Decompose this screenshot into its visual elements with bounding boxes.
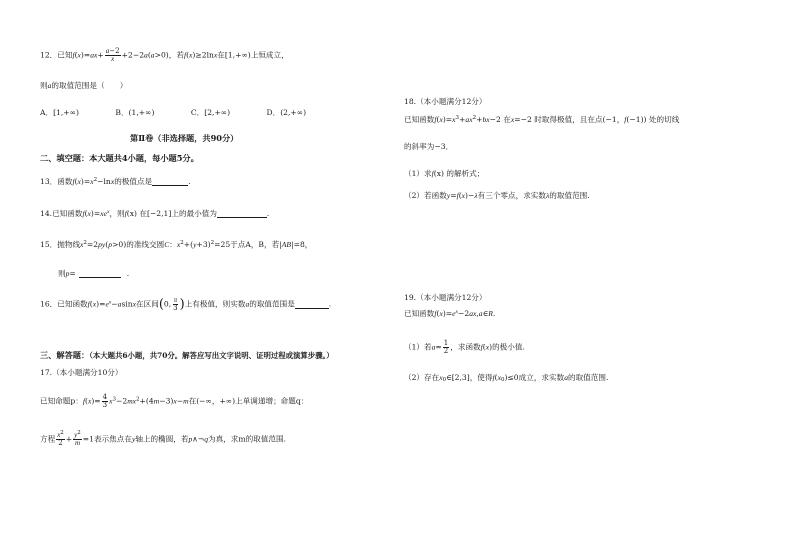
q17-line1: 已知命题p：f(x)= $\frac{4}{3}$ $x^3-2mx^2+(4m-3)x-m$在(−∞，+∞)上单调递增；命题q： [40, 393, 309, 409]
q15-line2: 则p= . [58, 269, 130, 278]
q18-part2: （2）若函数y=f(x)−λ有三个零点，求实数λ的取值范围. [404, 191, 590, 200]
part2-title: 第Ⅱ卷（非选择题，共90分） [130, 133, 239, 143]
q12-text: 12．已知 [40, 50, 73, 60]
q16-fraction: $\frac{\pi}{3}$ [173, 296, 178, 312]
q18-part1: （1）求f(x) 的解析式； [404, 169, 485, 178]
section-fill-heading: 二、填空题：本大题共4小题，每小题5分。 [40, 153, 199, 163]
q14: 14.已知函数$f(x)=xe^x$，则f(x) 在[−2,1]上的最小值为 . [40, 209, 270, 218]
q17-header: 17.（本小题满分10分） [40, 368, 123, 377]
q12-option-d[interactable]: D．(2,+∞) [266, 108, 307, 117]
q18-line2: 的斜率为−3． [404, 142, 454, 151]
q19-part2: （2）存在$x_0\in[2,3]$，使得$f(x_0)\le 0$成立，求实数a的取值范围. [404, 373, 609, 383]
q17-line2: 方程 $\frac{x^2}{2}$ + $\frac{y^2}{m}$ =1表示焦点在y轴上的椭圆，若p∧¬q为真，求m的取值范围. [40, 430, 286, 447]
q12-options [40, 107, 340, 119]
q19-fraction: $\frac{1}{2}$ [443, 339, 449, 355]
q12-line2: 则a的取值范围是（ ） [40, 81, 128, 90]
q12-option-c[interactable]: C．[2,+∞) [190, 108, 231, 117]
q19-part1: （1）若a= $\frac{1}{2}$ ，求函数f(x)的极小值. [404, 339, 525, 355]
q19-line1: 已知函数$f(x)=e^x-2ax,a\in R$. [404, 309, 496, 318]
q12-line1: 12．已知f(x)=ax+ $\frac{a-2}{x}$ +2−2a(a>0)，若f(x)≥2lnx在[1,+∞)上恒成立， [40, 47, 289, 63]
q17-ellipse-frac-x: $\frac{x^2}{2}$ [57, 430, 64, 447]
q17-ellipse-frac-y: $\frac{y^2}{m}$ [74, 430, 81, 447]
q16: 16．已知函数$f(x)=e^x-asinx$在区间(0, $\frac{\pi}{3}$ )上有极值，则实数a的取值范围是 . [40, 296, 332, 312]
q15-answer-blank[interactable] [79, 277, 121, 278]
q19-header: 19.（本小题满分12分） [404, 293, 487, 302]
q18-header: 18.（本小题满分12分） [404, 97, 487, 106]
q18-line1: 已知函数$f(x)=x^3+ax^2+bx-2$ 在x=−2 时取得极值，且在点(−1，f(−1)) 处的切线 [404, 115, 680, 124]
q13-answer-blank[interactable] [152, 185, 188, 186]
q17-fraction: $\frac{4}{3}$ [102, 393, 108, 409]
q12-option-a[interactable]: A．[1,+∞) [40, 108, 79, 117]
section-answer-heading: 三、解答题：（本大题共6小题，共70分。解答应写出文字说明、证明过程或演算步骤。） [40, 350, 334, 360]
q15-line1: 15．抛物线$x^2=2py(p>0)$的准线交圆C：$x^2+(y+3)^2=25$于点A，B，若|AB|=8， [40, 240, 313, 249]
q12-option-b[interactable]: B．(1,+∞) [115, 108, 155, 117]
q13: 13．函数$f(x)=x^2-\ln x$的极值点是 . [40, 177, 191, 186]
q12-fraction: $\frac{a-2}{x}$ [105, 47, 120, 63]
q14-answer-blank[interactable] [217, 217, 267, 218]
q16-answer-blank[interactable] [295, 308, 329, 309]
